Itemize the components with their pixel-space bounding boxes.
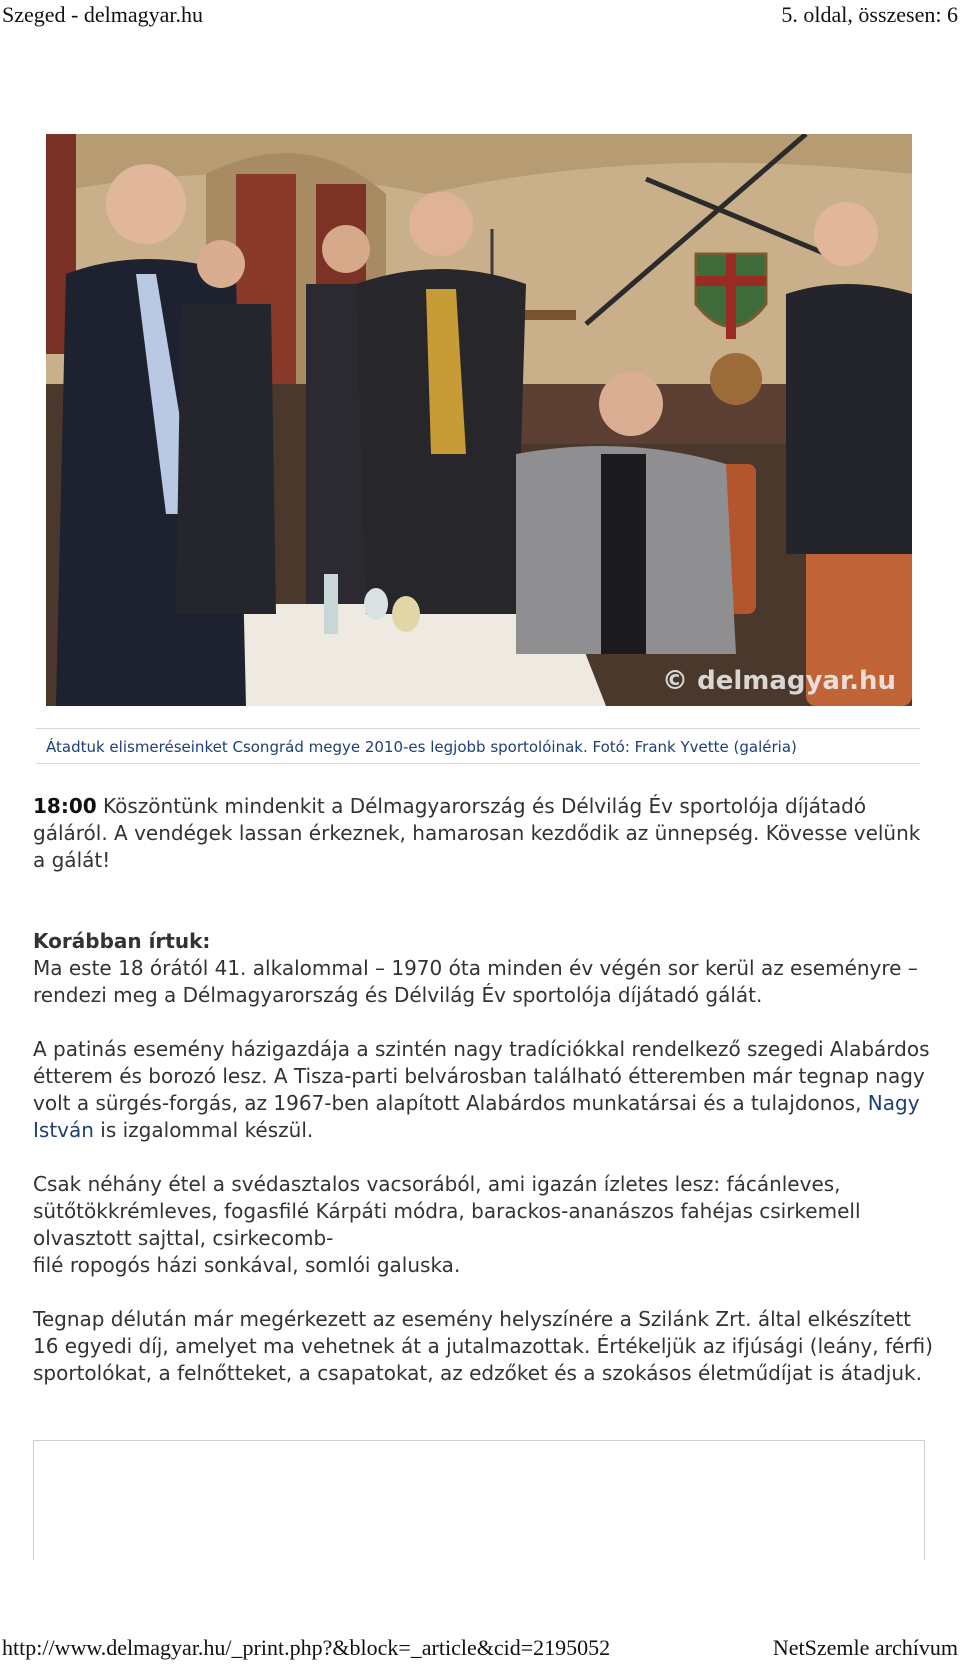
embedded-content-frame bbox=[33, 1440, 925, 1560]
earlier-paragraph bbox=[33, 928, 933, 1009]
venue-paragraph bbox=[33, 1036, 933, 1144]
header-page-counter: 5. oldal, összesen: 6 bbox=[781, 2, 958, 27]
photo-illustration bbox=[46, 134, 912, 706]
footer-url: http://www.delmagyar.hu/_print.php?&block=_article&cid=2195052 bbox=[2, 1635, 611, 1660]
intro-time: 18:00 bbox=[33, 794, 97, 818]
earlier-text: Ma este 18 órától 41. alkalommal – 1970 óta minden év végén sor kerül az eseményre – rendezi meg a Délmagyarország és Délvilág Év sportolója díjátadó gálát. bbox=[33, 956, 918, 1007]
awards-paragraph: Tegnap délután már megérkezett az esemény helyszínére a Szilánk Zrt. által elkészített 16 egyedi díj, amelyet ma vehetnek át a jutalmazottak. Értékeljük az ifjúsági (leány, férfi) sportolókat, a felnőtteket, a csapatokat, az edzőket és a szokásos életműdíjat is átadjuk. bbox=[33, 1307, 933, 1385]
menu-text-line2: filé ropogós házi sonkával, somlói galuska. bbox=[33, 1253, 461, 1277]
article-photo[interactable] bbox=[46, 134, 912, 706]
footer-archive-label: NetSzemle archívum bbox=[772, 1635, 958, 1660]
photo-watermark: © delmagyar.hu bbox=[662, 666, 896, 696]
menu-paragraph bbox=[33, 1171, 933, 1279]
earlier-heading: Korábban írtuk: bbox=[33, 929, 211, 953]
venue-text-start: A patinás esemény házigazdája a szintén nagy tradíciókkal rendelkező szegedi Alabárdos étterem és borozó lesz. A Tisza-parti belvárosban található étteremben már tegnap nagy volt a sürgés-forgás, az 1967-ben alapított Alabárdos munkatársai és a tulajdonos, bbox=[33, 1037, 930, 1115]
intro-paragraph bbox=[33, 793, 933, 874]
photo-caption[interactable]: Átadtuk elismeréseinket Csongrád megye 2010-es legjobb sportolóinak. Fotó: Frank Yvette (galéria) bbox=[36, 728, 920, 764]
header-site-title: Szeged - delmagyar.hu bbox=[2, 2, 203, 27]
intro-text: Köszöntünk mindenkit a Délmagyarország és Délvilág Év sportolója díjátadó gáláról. A vendégek lassan érkeznek, hamarosan kezdődik az ünnepség. Kövesse velünk a gálát! bbox=[33, 794, 921, 872]
owner-name-link[interactable]: Nagy István bbox=[33, 1091, 920, 1142]
menu-text-line1: Csak néhány étel a svédasztalos vacsorából, ami igazán ízletes lesz: fácánleves, sütőtökkrémleves, fogasfilé Kárpáti módra, barackos-ananászos fahéjas csirkemell olvasztott sajttal, csirkecomb- bbox=[33, 1172, 861, 1250]
page-footer bbox=[0, 1635, 960, 1663]
article-body bbox=[33, 793, 933, 1414]
page-header bbox=[0, 2, 960, 30]
venue-text-end: is izgalommal készül. bbox=[93, 1118, 314, 1142]
